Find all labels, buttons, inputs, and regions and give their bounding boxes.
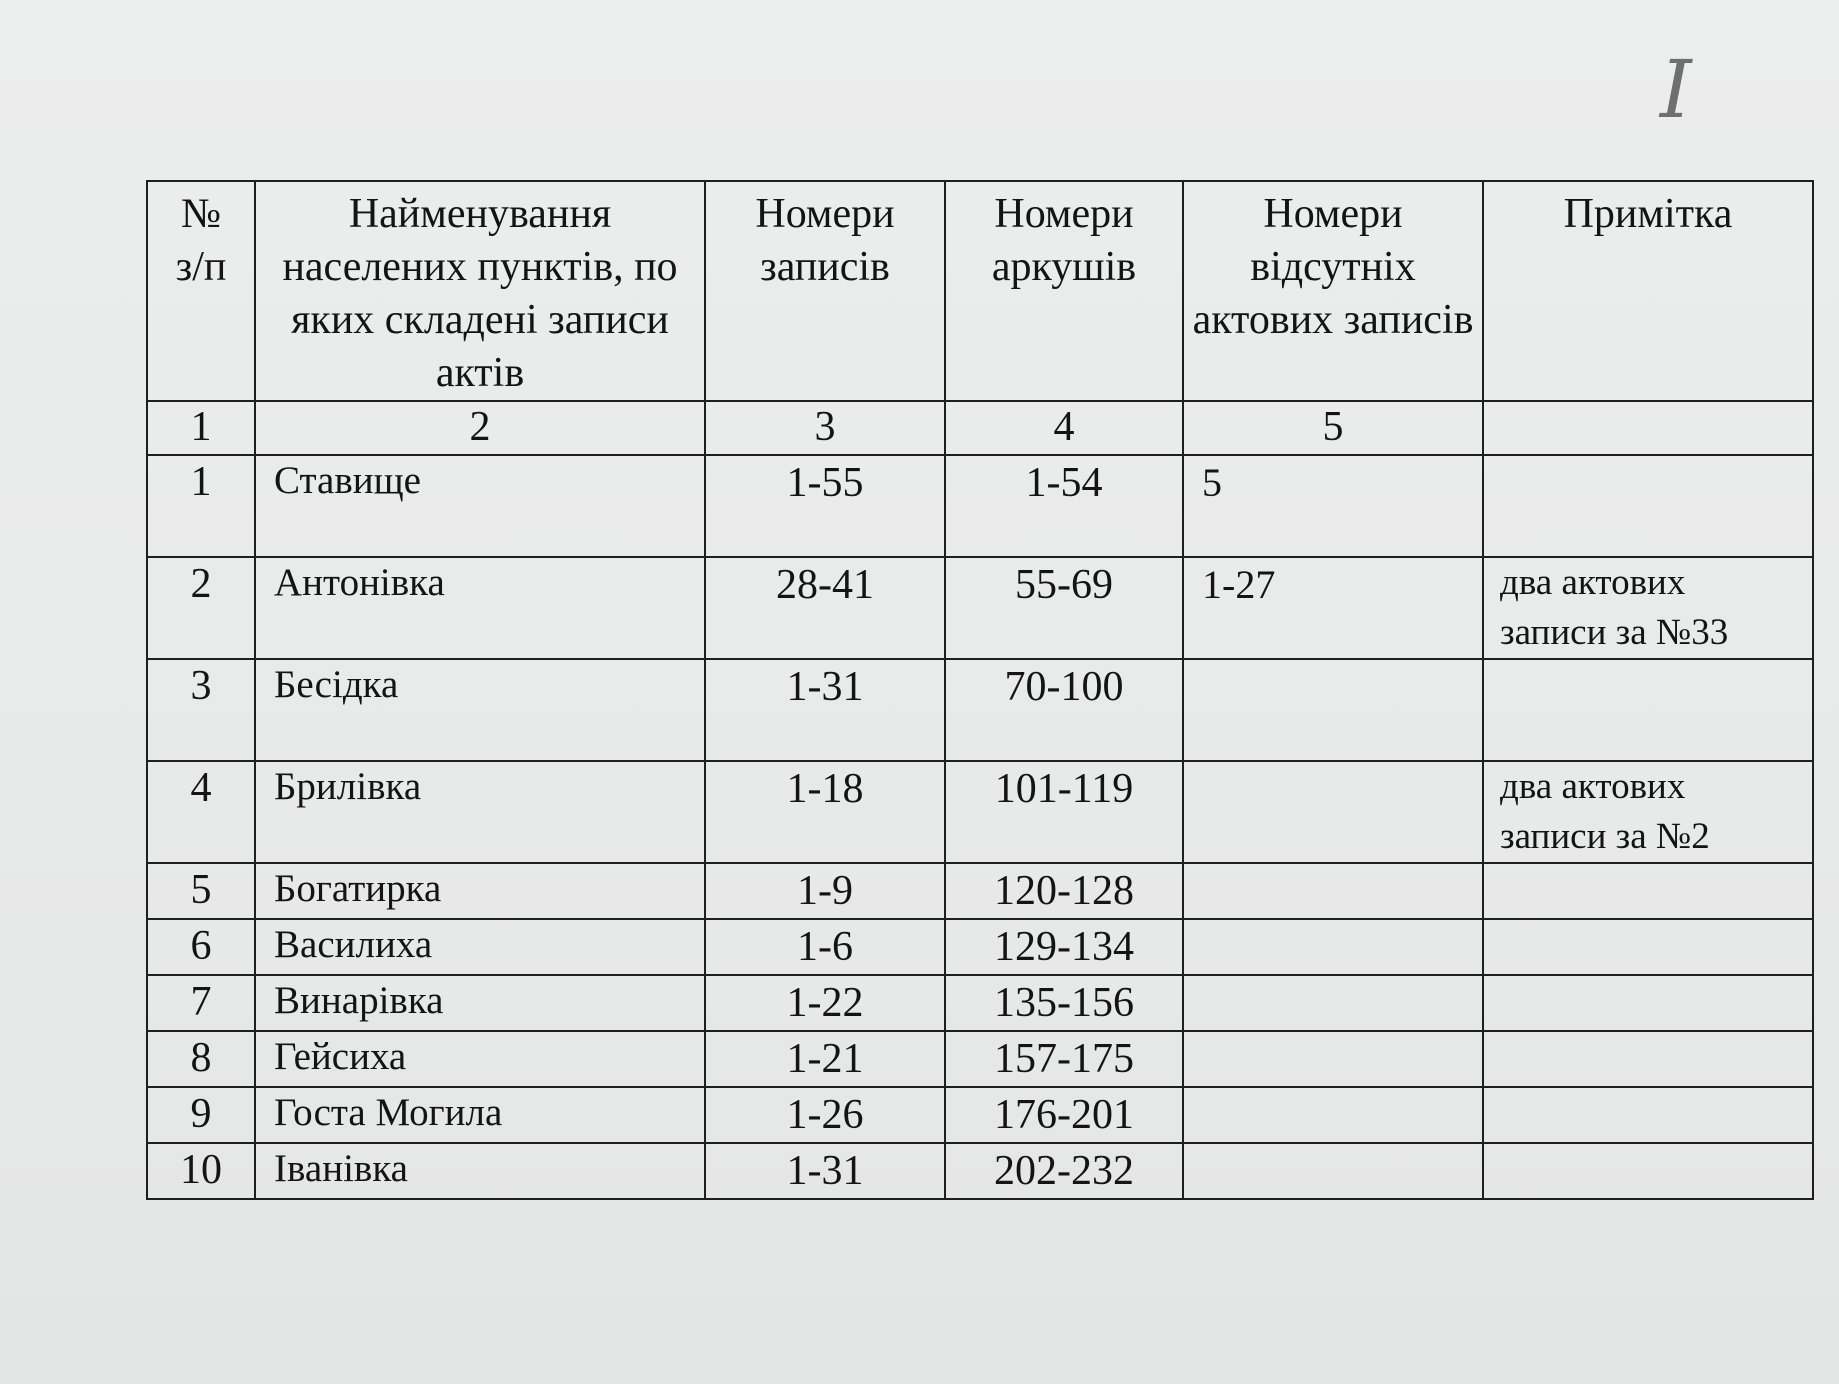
table-row — [147, 1087, 1813, 1143]
handwritten-page-mark: I — [1660, 43, 1692, 136]
settlement-name: Винарівка — [255, 975, 705, 1031]
settlement-name: Гейсиха — [255, 1031, 705, 1087]
settlement-name: Антонівка — [255, 557, 705, 659]
settlement-name: Бесідка — [255, 659, 705, 761]
table-row — [147, 761, 1813, 863]
settlement-name: Василиха — [255, 919, 705, 975]
sheet-numbers: 101-119 — [945, 761, 1183, 863]
settlement-name: Брилівка — [255, 761, 705, 863]
missing-records — [1183, 659, 1483, 761]
settlement-name: Богатирка — [255, 863, 705, 919]
record-numbers: 1-21 — [705, 1031, 945, 1087]
missing-records — [1183, 863, 1483, 919]
row-number: 3 — [147, 659, 255, 761]
note — [1483, 919, 1813, 975]
record-numbers: 1-55 — [705, 455, 945, 557]
note — [1483, 659, 1813, 761]
table-row — [147, 863, 1813, 919]
table-row — [147, 1143, 1813, 1199]
note — [1483, 1087, 1813, 1143]
record-numbers: 1-6 — [705, 919, 945, 975]
sheet-numbers: 135-156 — [945, 975, 1183, 1031]
sheet-numbers: 1-54 — [945, 455, 1183, 557]
header-settlement-name: Найменування населених пунктів, по яких складені записи актів — [255, 181, 705, 401]
record-numbers: 1-9 — [705, 863, 945, 919]
settlement-records-table — [146, 180, 1814, 1200]
table-row — [147, 557, 1813, 659]
row-number: 2 — [147, 557, 255, 659]
row-number: 9 — [147, 1087, 255, 1143]
note — [1483, 863, 1813, 919]
header-number: № з/п — [147, 181, 255, 401]
column-number: 4 — [945, 401, 1183, 455]
record-numbers: 28-41 — [705, 557, 945, 659]
table-row — [147, 919, 1813, 975]
settlement-name: Ставище — [255, 455, 705, 557]
record-numbers: 1-31 — [705, 659, 945, 761]
record-numbers: 1-31 — [705, 1143, 945, 1199]
table-row — [147, 1031, 1813, 1087]
row-number: 10 — [147, 1143, 255, 1199]
column-numbering-row — [147, 401, 1813, 455]
header-note: Примітка — [1483, 181, 1813, 401]
missing-records — [1183, 1031, 1483, 1087]
note — [1483, 1143, 1813, 1199]
header-sheet-numbers: Номери аркушів — [945, 181, 1183, 401]
note: два актових записи за №33 — [1483, 557, 1813, 659]
note — [1483, 455, 1813, 557]
column-number: 3 — [705, 401, 945, 455]
missing-records — [1183, 1143, 1483, 1199]
row-number: 1 — [147, 455, 255, 557]
sheet-numbers: 70-100 — [945, 659, 1183, 761]
sheet-numbers: 176-201 — [945, 1087, 1183, 1143]
table-body — [147, 455, 1813, 1199]
sheet-numbers: 157-175 — [945, 1031, 1183, 1087]
table-row — [147, 455, 1813, 557]
table-header-row — [147, 181, 1813, 401]
note — [1483, 975, 1813, 1031]
header-missing-records: Номери відсутніх актових записів — [1183, 181, 1483, 401]
column-number: 1 — [147, 401, 255, 455]
sheet-numbers: 55-69 — [945, 557, 1183, 659]
row-number: 8 — [147, 1031, 255, 1087]
header-record-numbers: Номери записів — [705, 181, 945, 401]
row-number: 6 — [147, 919, 255, 975]
record-numbers: 1-22 — [705, 975, 945, 1031]
column-number — [1483, 401, 1813, 455]
table-row — [147, 659, 1813, 761]
missing-records: 1-27 — [1183, 557, 1483, 659]
record-numbers: 1-26 — [705, 1087, 945, 1143]
missing-records — [1183, 919, 1483, 975]
record-numbers: 1-18 — [705, 761, 945, 863]
row-number: 7 — [147, 975, 255, 1031]
table-row — [147, 975, 1813, 1031]
note — [1483, 1031, 1813, 1087]
note: два актових записи за №2 — [1483, 761, 1813, 863]
sheet-numbers: 129-134 — [945, 919, 1183, 975]
missing-records — [1183, 761, 1483, 863]
settlement-name: Госта Могила — [255, 1087, 705, 1143]
column-number: 5 — [1183, 401, 1483, 455]
settlement-name: Іванівка — [255, 1143, 705, 1199]
row-number: 4 — [147, 761, 255, 863]
sheet-numbers: 202-232 — [945, 1143, 1183, 1199]
row-number: 5 — [147, 863, 255, 919]
missing-records: 5 — [1183, 455, 1483, 557]
column-number: 2 — [255, 401, 705, 455]
sheet-numbers: 120-128 — [945, 863, 1183, 919]
missing-records — [1183, 1087, 1483, 1143]
missing-records — [1183, 975, 1483, 1031]
